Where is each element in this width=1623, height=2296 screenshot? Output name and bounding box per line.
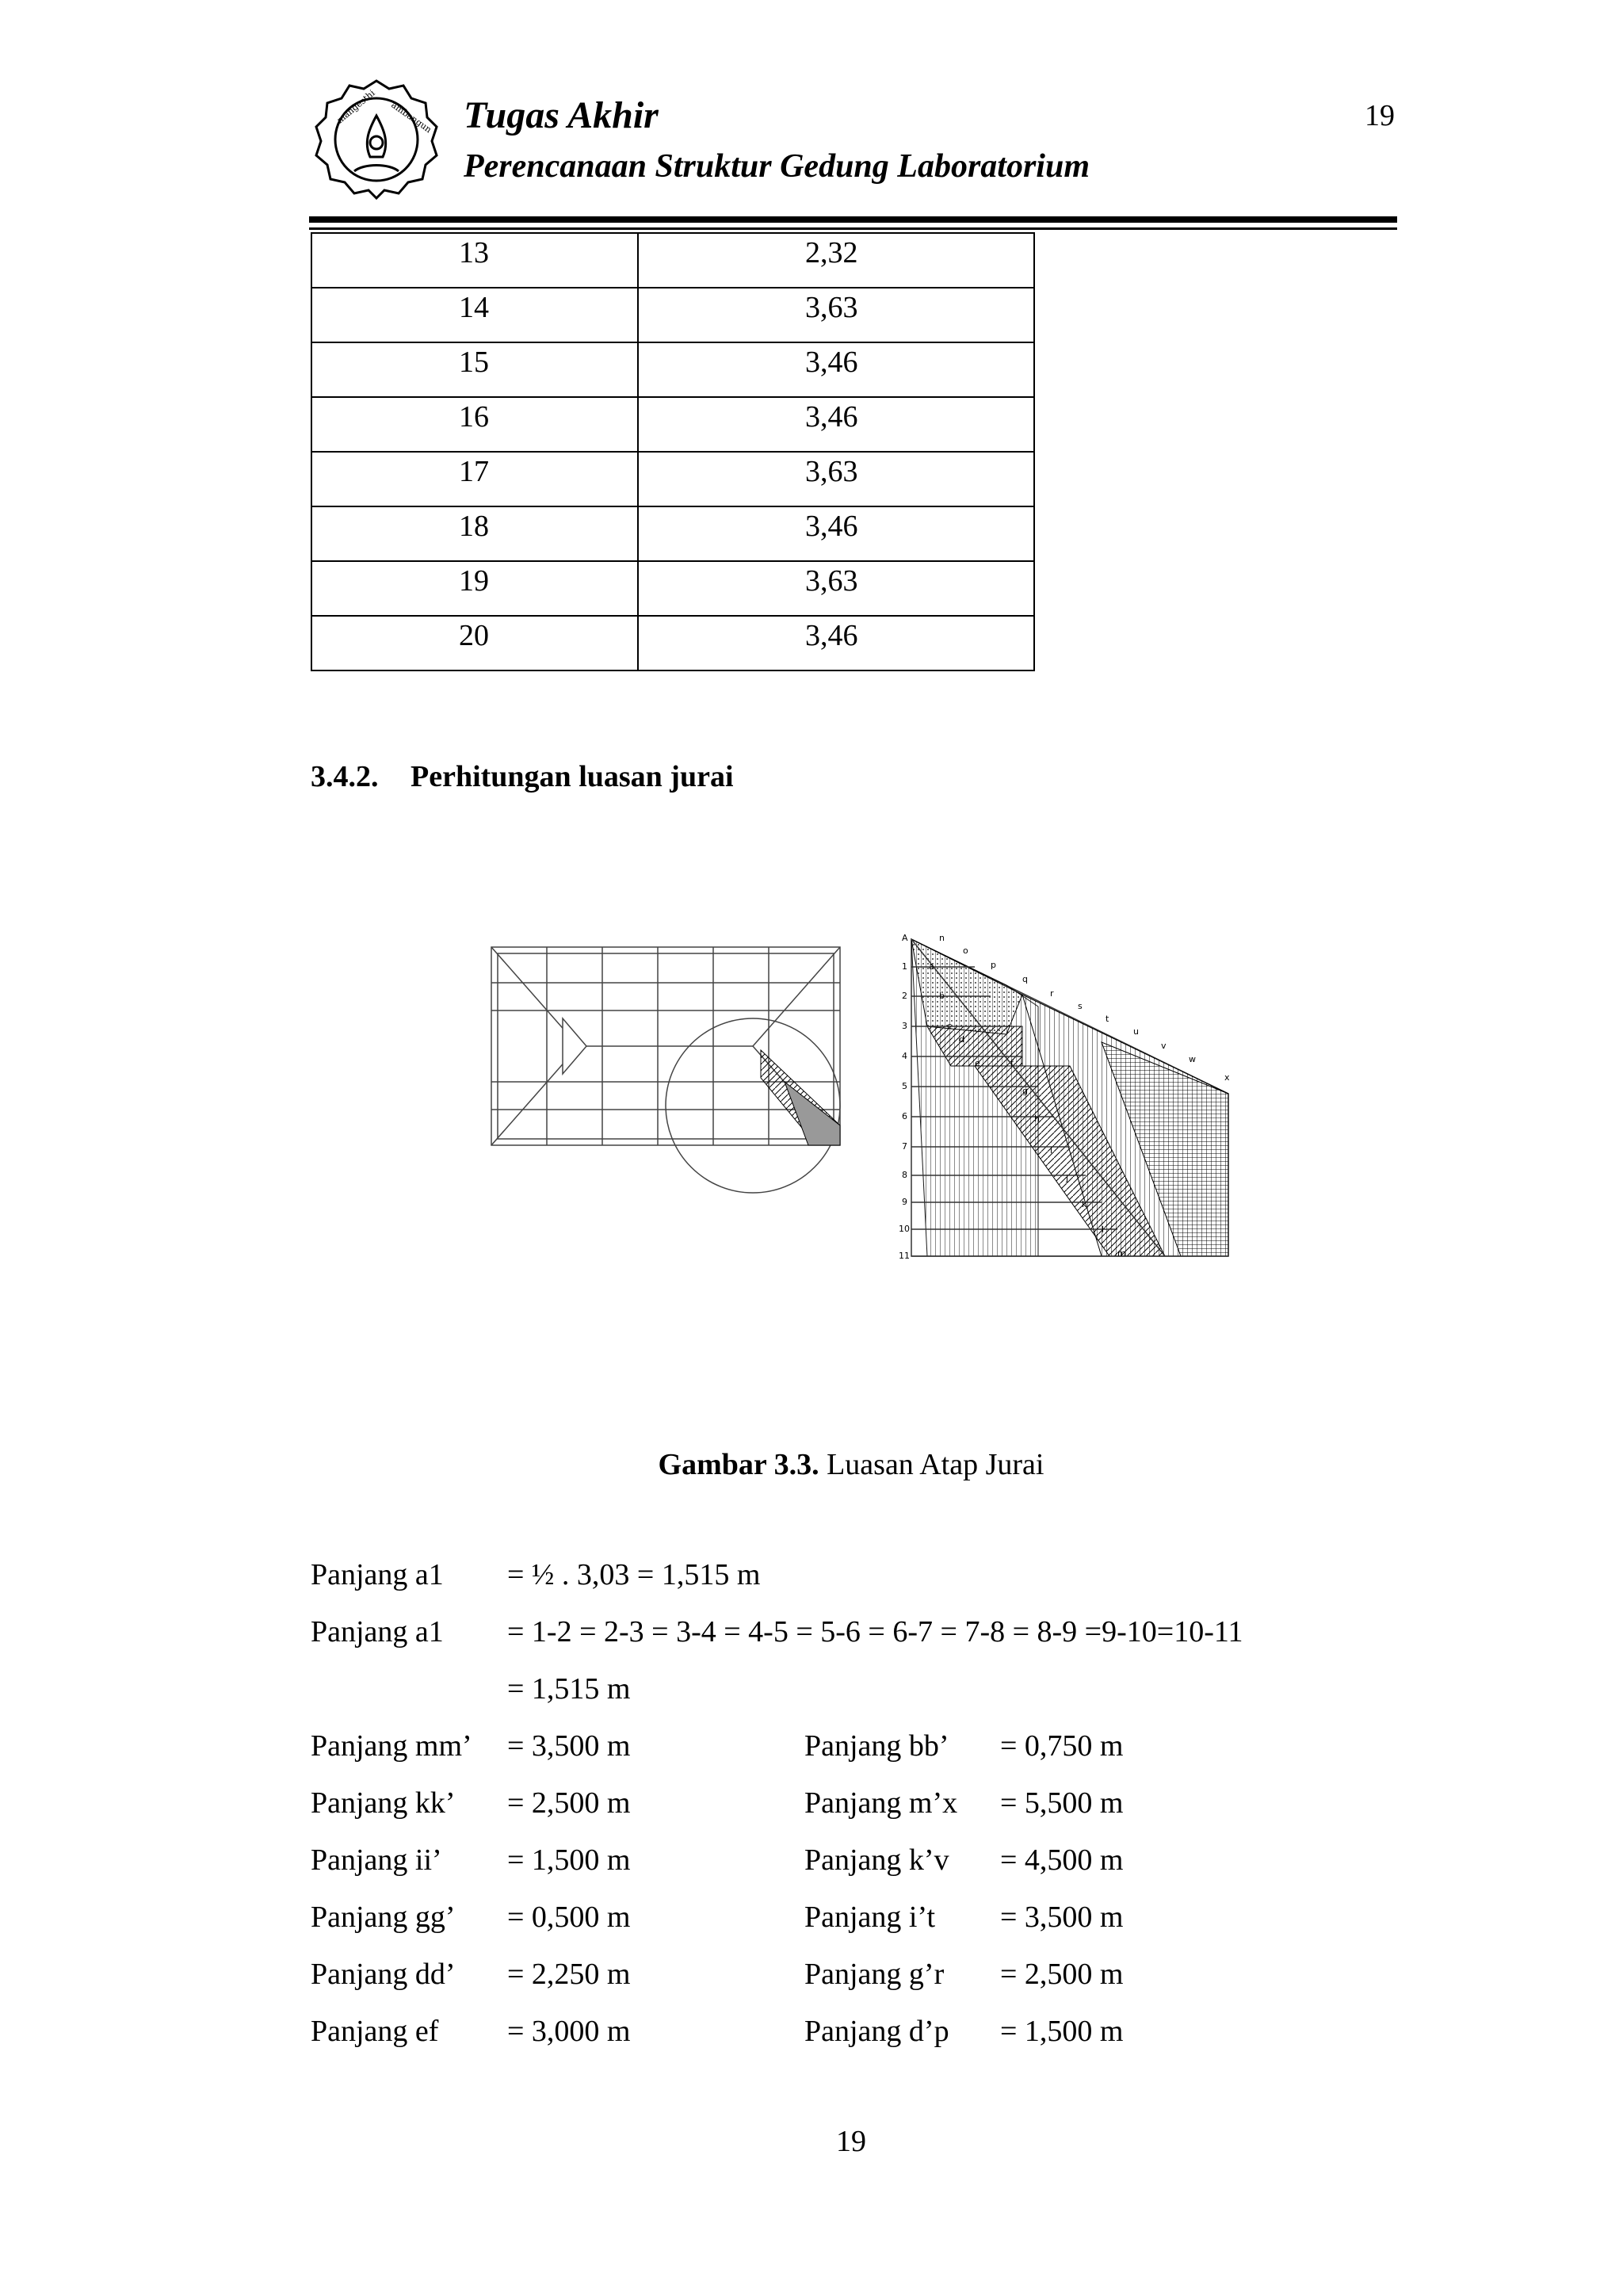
calc-label: Panjang a1	[311, 1558, 444, 1591]
table-cell: 3,46	[638, 616, 1034, 670]
svg-text:c: c	[947, 1021, 953, 1031]
table-cell: 18	[311, 506, 638, 561]
calc-label: Panjang ii’	[311, 1843, 442, 1877]
calc-label: Panjang d’p	[804, 2015, 949, 2048]
calc-value: = 2,250 m	[507, 1958, 631, 1991]
svg-text:2: 2	[902, 991, 907, 1001]
svg-text:o: o	[963, 946, 968, 956]
calc-value: = 1,500 m	[1000, 2015, 1124, 2048]
caption-label: Gambar 3.3.	[658, 1448, 819, 1481]
table-cell: 16	[311, 397, 638, 452]
header-page-number: 19	[1365, 99, 1395, 132]
table-cell: 2,32	[638, 233, 1034, 288]
calc-value: = 1,515 m	[507, 1672, 631, 1706]
svg-text:t: t	[1106, 1014, 1109, 1024]
svg-text:l: l	[1102, 1224, 1105, 1235]
calc-value: = ½ . 3,03 = 1,515 m	[507, 1558, 761, 1591]
svg-text:i: i	[1050, 1145, 1053, 1156]
svg-text:w: w	[1189, 1054, 1196, 1064]
table-cell: 3,63	[638, 452, 1034, 506]
table-cell: 17	[311, 452, 638, 506]
svg-text:e: e	[975, 1058, 980, 1068]
calc-value: = 1-2 = 2-3 = 3-4 = 4-5 = 5-6 = 6-7 = 7-8 = 8-9 =9-10=10-11	[507, 1615, 1243, 1648]
calc-value: = 2,500 m	[1000, 1958, 1124, 1991]
calc-label: Panjang g’r	[804, 1958, 945, 1991]
calc-value: = 0,500 m	[507, 1901, 631, 1934]
table-cell: 3,46	[638, 506, 1034, 561]
svg-text:d: d	[959, 1034, 964, 1045]
svg-text:10: 10	[899, 1224, 910, 1234]
calc-value: = 0,750 m	[1000, 1729, 1124, 1763]
table-cell: 15	[311, 342, 638, 397]
calc-value: = 3,500 m	[1000, 1901, 1124, 1934]
svg-text:mangesthi: mangesthi	[334, 87, 377, 126]
svg-text:j: j	[1066, 1173, 1069, 1183]
svg-text:6: 6	[902, 1111, 907, 1121]
calc-label: Panjang k’v	[804, 1843, 949, 1877]
table-cell: 20	[311, 616, 638, 670]
svg-text:r: r	[1050, 988, 1054, 999]
svg-text:n: n	[939, 933, 945, 943]
calc-label: Panjang i’t	[804, 1901, 936, 1934]
table-cell: 19	[311, 561, 638, 616]
calc-value: = 2,500 m	[507, 1786, 631, 1820]
svg-text:m: m	[1117, 1248, 1126, 1259]
svg-text:v: v	[1161, 1041, 1167, 1051]
svg-text:3: 3	[902, 1021, 907, 1031]
table-cell: 3,46	[638, 342, 1034, 397]
svg-text:k: k	[1082, 1199, 1087, 1209]
svg-text:s: s	[1078, 1001, 1083, 1011]
svg-text:9: 9	[902, 1197, 907, 1207]
calc-label: Panjang ef	[311, 2015, 439, 2048]
svg-text:x: x	[1224, 1072, 1230, 1083]
svg-text:11: 11	[899, 1251, 910, 1261]
calc-value: = 4,500 m	[1000, 1843, 1124, 1877]
calc-value: = 1,500 m	[507, 1843, 631, 1877]
footer-page-number: 19	[836, 2125, 866, 2158]
svg-text:A: A	[902, 933, 908, 943]
calc-label: Panjang kk’	[311, 1786, 456, 1820]
table-cell: 3,46	[638, 397, 1034, 452]
document-subtitle: Perencanaan Struktur Gedung Laboratorium	[464, 148, 1090, 185]
calc-label: Panjang a1	[311, 1615, 444, 1648]
svg-text:8: 8	[902, 1170, 907, 1180]
svg-text:a: a	[929, 961, 934, 972]
svg-text:q: q	[1022, 974, 1028, 984]
calc-label: Panjang bb’	[804, 1729, 949, 1763]
svg-text:4: 4	[902, 1051, 907, 1061]
calc-label: Panjang mm’	[311, 1729, 472, 1763]
calc-value: = 3,000 m	[507, 2015, 631, 2048]
svg-text:5: 5	[902, 1081, 907, 1091]
calc-label: Panjang m’x	[804, 1786, 958, 1820]
svg-text:ambangun: ambangun	[389, 99, 433, 136]
table-cell: 13	[311, 233, 638, 288]
svg-text:f: f	[1010, 1058, 1014, 1068]
table-cell: 3,63	[638, 561, 1034, 616]
caption-text: Luasan Atap Jurai	[819, 1448, 1044, 1481]
calc-value: = 3,500 m	[507, 1729, 631, 1763]
calc-label: Panjang dd’	[311, 1958, 456, 1991]
svg-text:p: p	[991, 960, 996, 970]
svg-text:g: g	[1022, 1086, 1028, 1096]
calc-label: Panjang gg’	[311, 1901, 456, 1934]
table-cell: 3,63	[638, 288, 1034, 342]
section-title: Perhitungan luasan jurai	[411, 760, 734, 793]
svg-text:7: 7	[902, 1141, 907, 1152]
svg-text:b: b	[939, 991, 945, 1001]
document-title: Tugas Akhir	[464, 94, 659, 136]
section-number: 3.4.2.	[311, 760, 379, 793]
svg-text:u: u	[1133, 1026, 1139, 1037]
table-cell: 14	[311, 288, 638, 342]
svg-text:1: 1	[902, 961, 907, 972]
svg-text:h: h	[1034, 1114, 1040, 1124]
calc-value: = 5,500 m	[1000, 1786, 1124, 1820]
